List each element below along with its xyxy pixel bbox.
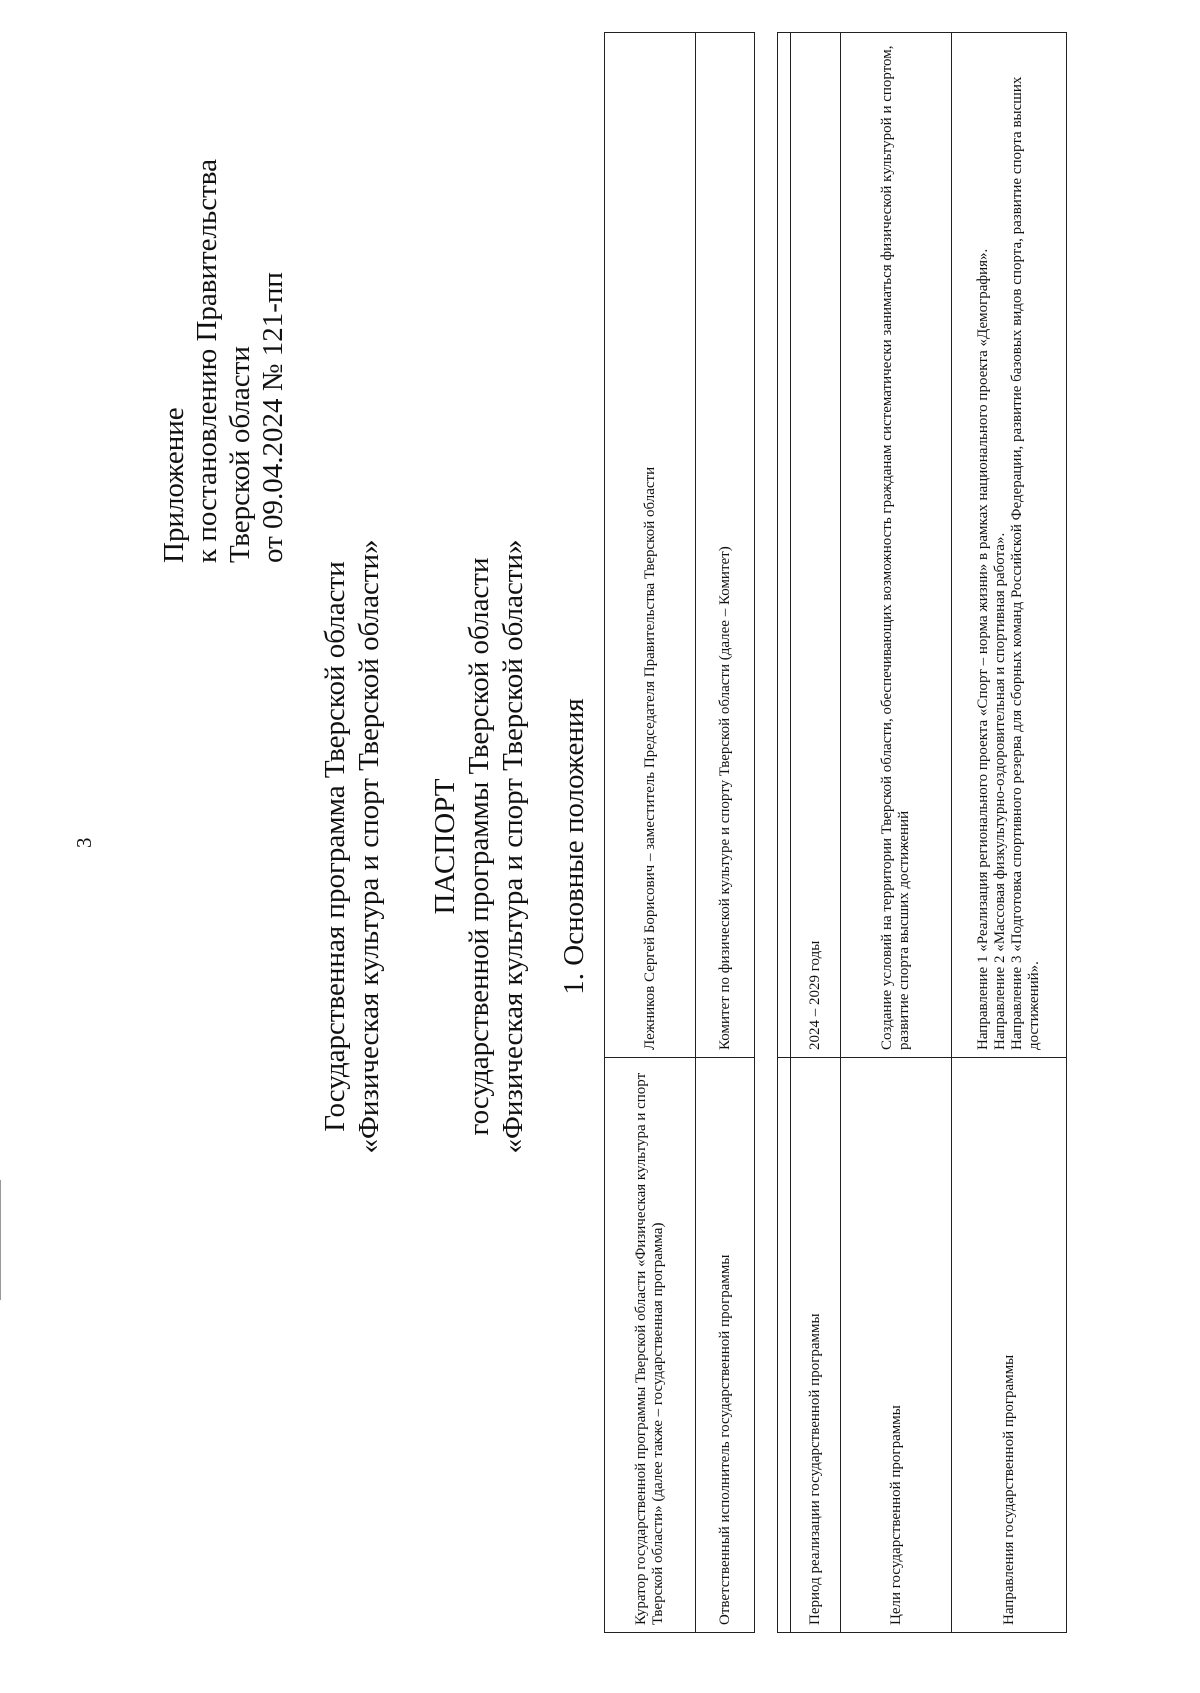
program-title-line-1: Государственная программа Тверской области: [319, 561, 351, 1132]
table-row-directions: [952, 33, 1067, 1633]
direction-3: Направление 3 «Подготовка спортивного резерва для сборных команд Российской Федерации, развитие базовых видов спорта, развитие спорта высших достижений».: [1009, 76, 1042, 1050]
table-row-curator: [605, 33, 696, 1633]
table-row-period: [791, 33, 841, 1633]
cell-curator-label: Куратор государственной программы Тверской области «Физическая культура и спорт Тверской области» (далее также – государственная программа): [605, 1058, 696, 1633]
approval-line-2: к постановлению Правительства: [191, 159, 223, 563]
approval-stamp: [158, 159, 290, 563]
table-row-spacer: [778, 33, 791, 1633]
cell-period-value: 2024 – 2029 годы: [791, 33, 841, 1058]
approval-line-4: от 09.04.2024 № 121-пп: [257, 272, 289, 563]
cell-spacer-left: [778, 1058, 791, 1633]
passport-table-top: [604, 32, 755, 1633]
cell-spacer-right: [778, 33, 791, 1058]
table-row-goals: [841, 33, 952, 1633]
approval-line-1: Приложение: [158, 407, 190, 563]
cell-goals-label: Цели государственной программы: [841, 1058, 952, 1633]
passport-line-1: государственной программы Тверской области: [463, 557, 495, 1136]
cell-period-label: Период реализации государственной программы: [791, 1058, 841, 1633]
passport-title: [428, 0, 530, 1693]
direction-2: Направление 2 «Массовая физкультурно-оздоровительная и спортивная работа».: [992, 532, 1008, 1050]
approval-line-3: Тверской области: [224, 346, 256, 563]
cell-curator-value: Лежников Сергей Борисович – заместитель Председателя Правительства Тверской области: [605, 33, 696, 1058]
passport-line-2: «Физическая культура и спорт Тверской области»: [497, 539, 529, 1154]
passport-table-bottom: [777, 32, 1067, 1633]
program-title-line-2: «Физическая культура и спорт Тверской области»: [353, 539, 385, 1154]
direction-1: Направление 1 «Реализация регионального проекта «Спорт – норма жизни» в рамках национального проекта «Демография».: [975, 248, 991, 1050]
cell-executor-value: Комитет по физической культуре и спорту Тверской области (далее – Комитет): [696, 33, 755, 1058]
cell-directions-value: [952, 33, 1067, 1058]
cell-directions-label: Направления государственной программы: [952, 1058, 1067, 1633]
program-title: [318, 0, 386, 1693]
cell-goals-value: Создание условий на территории Тверской области, обеспечивающих возможность гражданам систематически заниматься физической культурой и спортом, развитие спорта высших достижений: [841, 33, 952, 1058]
table-row-executor: [696, 33, 755, 1633]
passport-heading: ПАСПОРТ: [429, 778, 461, 915]
cell-executor-label: Ответственный исполнитель государственной программы: [696, 1058, 755, 1633]
scan-edge-mark: [0, 1180, 1, 1300]
page-number: 3: [72, 837, 96, 848]
section-title: 1. Основные положения: [558, 698, 590, 995]
